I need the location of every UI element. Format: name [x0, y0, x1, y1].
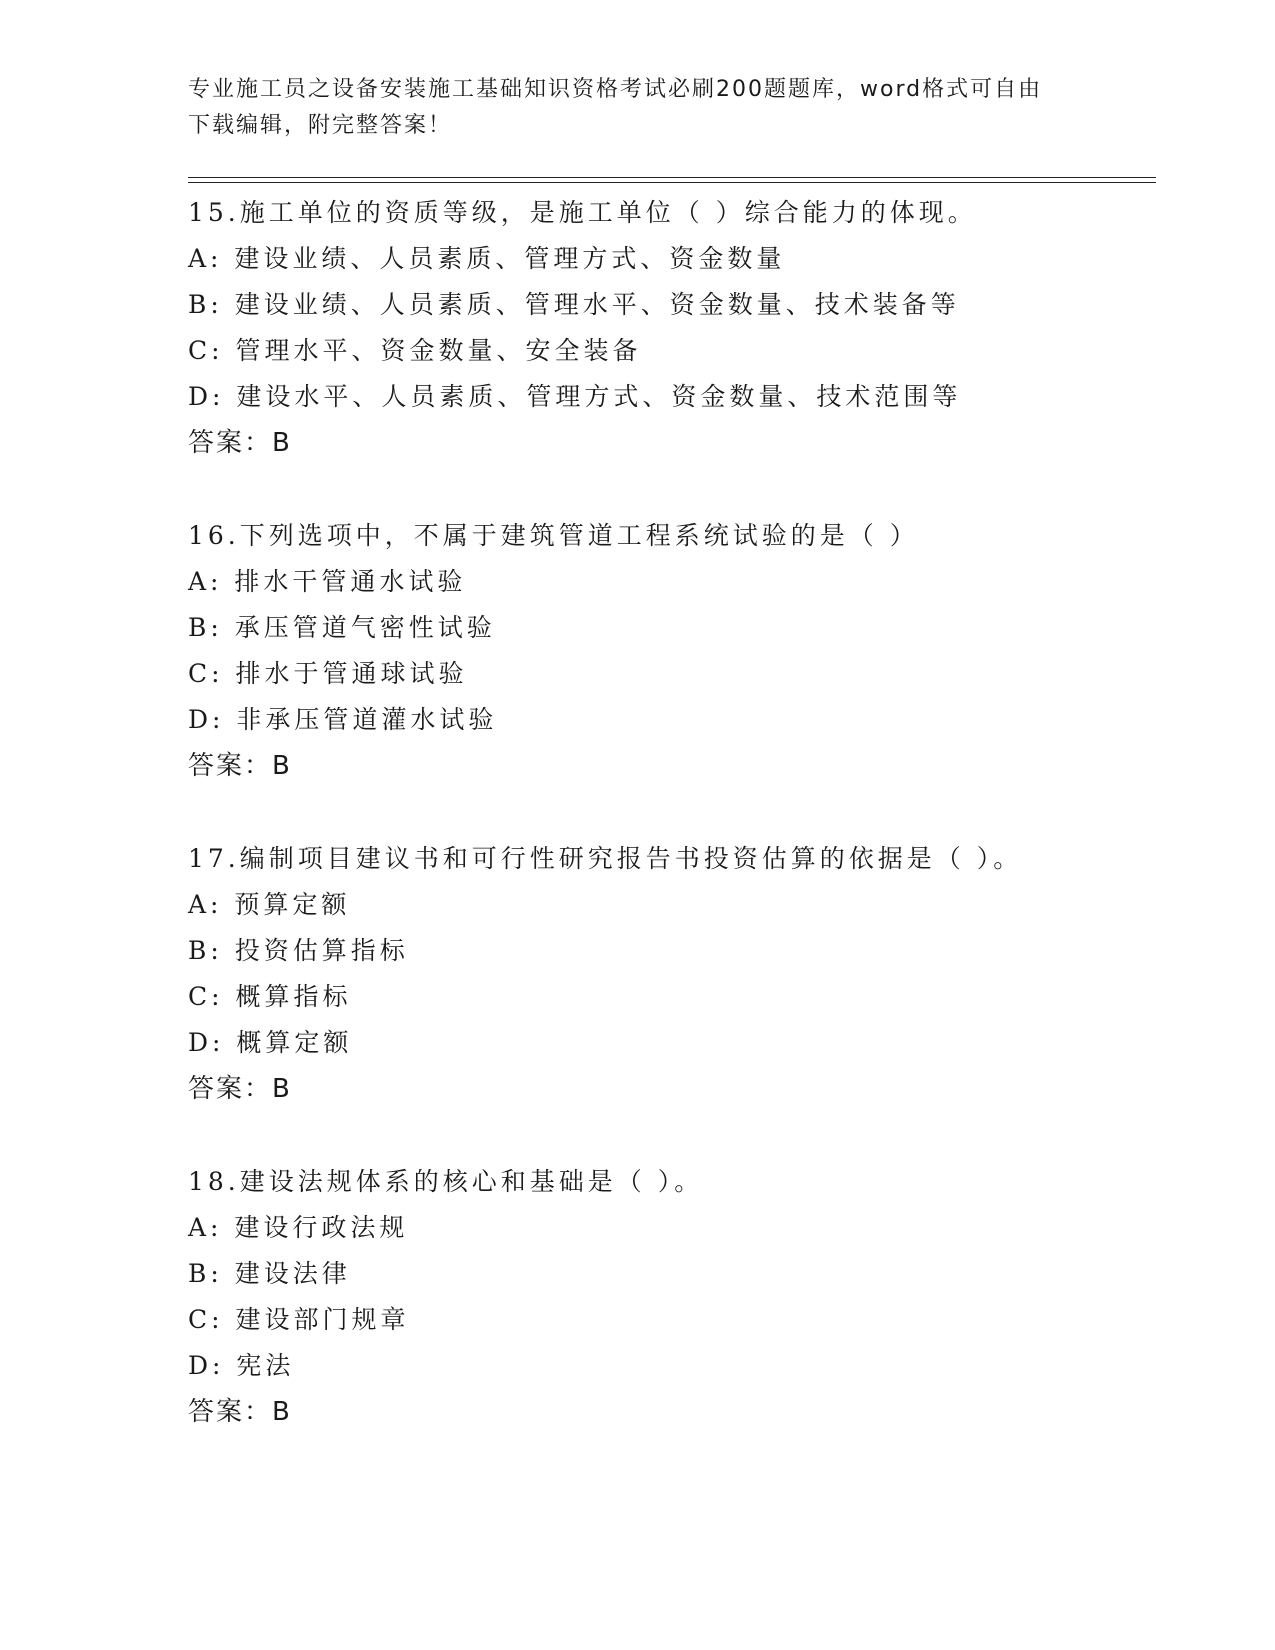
option-b: B: 建设法律	[188, 1259, 351, 1288]
question-stem: 16.下列选项中，不属于建筑管道工程系统试验的是（ ）	[188, 521, 919, 550]
question-17	[188, 836, 1156, 1112]
header-divider-bottom	[188, 182, 1156, 183]
question-stem: 18.建设法规体系的核心和基础是（ ）。	[188, 1167, 704, 1196]
question-stem: 17.编制项目建议书和可行性研究报告书投资估算的依据是（ ）。	[188, 844, 1023, 873]
option-d: D: 建设水平、人员素质、管理方式、资金数量、技术范围等	[188, 382, 962, 411]
option-d: D: 非承压管道灌水试验	[188, 705, 498, 734]
option-a: A: 预算定额	[188, 890, 351, 919]
option-b: B: 承压管道气密性试验	[188, 613, 496, 642]
header-line-2: 下载编辑，附完整答案！	[188, 113, 453, 138]
question-16	[188, 513, 1156, 789]
question-list	[188, 190, 1156, 1482]
option-b: B: 投资估算指标	[188, 936, 409, 965]
option-c: C: 概算指标	[188, 982, 352, 1011]
option-c: C: 管理水平、资金数量、安全装备	[188, 336, 642, 365]
option-d: D: 宪法	[188, 1351, 295, 1380]
question-18	[188, 1159, 1156, 1435]
option-b: B: 建设业绩、人员素质、管理水平、资金数量、技术装备等	[188, 290, 960, 319]
option-c: C: 排水于管通球试验	[188, 659, 468, 688]
option-a: A: 建设行政法规	[188, 1213, 409, 1242]
answer-line: 答案：B	[188, 751, 292, 781]
option-d: D: 概算定额	[188, 1028, 353, 1057]
document-header	[188, 72, 1088, 144]
option-c: C: 建设部门规章	[188, 1305, 410, 1334]
answer-line: 答案：B	[188, 1074, 292, 1104]
option-a: A: 排水干管通水试验	[188, 567, 467, 596]
option-a: A: 建设业绩、人员素质、管理方式、资金数量	[188, 244, 786, 273]
header-line-1: 专业施工员之设备安装施工基础知识资格考试必刷200题题库，word格式可自由	[188, 77, 1043, 102]
answer-line: 答案：B	[188, 1397, 292, 1427]
question-15	[188, 190, 1156, 466]
question-stem: 15.施工单位的资质等级，是施工单位（ ）综合能力的体现。	[188, 198, 977, 227]
answer-line: 答案：B	[188, 428, 292, 458]
header-divider-top	[188, 177, 1156, 178]
